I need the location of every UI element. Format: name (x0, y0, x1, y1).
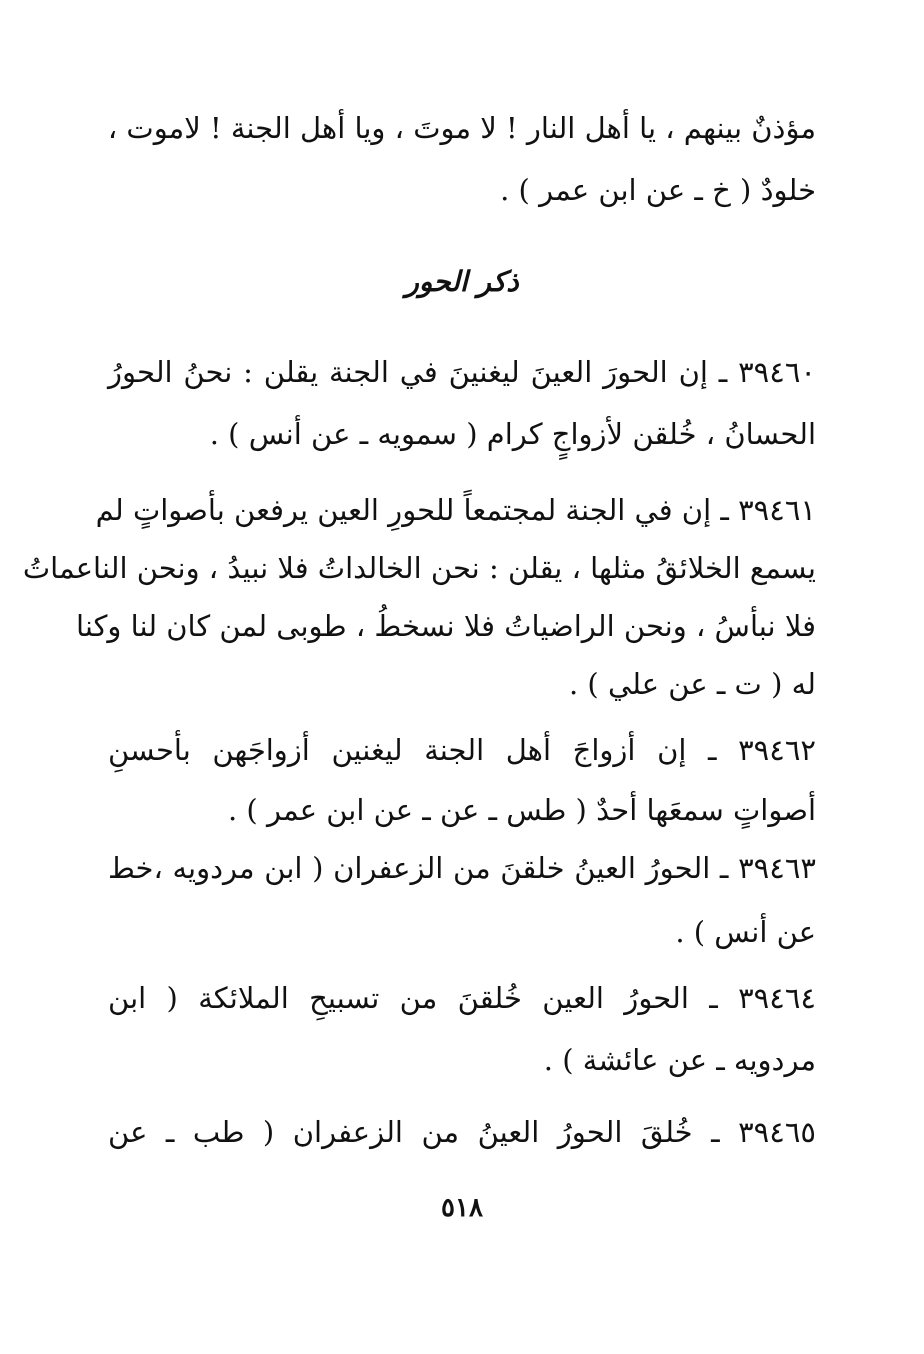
text-line-11: ٣٩٤٦٣ ـ الحورُ العينُ خلقنَ من الزعفران ( ابن مردويه ،خط (108, 851, 816, 885)
text-line-15: ٣٩٤٦٥ ـ خُلقَ الحورُ العينُ من الزعفران ( طب ـ عن (108, 1115, 816, 1149)
text-line-4: الحسانُ ، خُلقن لأزواجٍ كرام ( سمويه ـ عن أنس ) . (209, 417, 816, 451)
text-line-8: له ( ت ـ عن علي ) . (568, 667, 816, 701)
text-line-2: خلودٌ ( خ ـ عن ابن عمر ) . (500, 173, 816, 207)
text-line-1: مؤذنٌ بينهم ، يا أهل النار ! لا موتَ ، ويا أهل الجنة ! لاموت ، (107, 111, 816, 145)
text-line-13: ٣٩٤٦٤ ـ الحورُ العين خُلقنَ من تسبيحِ الملائكة ( ابن (108, 981, 816, 1015)
section-heading: ذكر الحور (405, 265, 519, 298)
page-number: ٥١٨ (441, 1193, 483, 1223)
text-line-3: ٣٩٤٦٠ ـ إن الحورَ العينَ ليغنينَ في الجنة يقلن : نحنُ الحورُ (108, 355, 816, 389)
text-line-5: ٣٩٤٦١ ـ إن في الجنة لمجتمعاً للحورِ العين يرفعن بأصواتٍ لم (95, 493, 816, 527)
text-line-10: أصواتٍ سمعَها أحدٌ ( طس ـ عن ـ عن ابن عمر ) . (227, 793, 816, 827)
text-line-7: فلا نبأسُ ، ونحن الراضياتُ فلا نسخطُ ، طوبى لمن كان لنا وكنا (76, 609, 816, 643)
text-line-12: عن أنس ) . (675, 915, 816, 949)
text-line-9: ٣٩٤٦٢ ـ إن أزواجَ أهل الجنة ليغنين أزواجَهن بأحسنِ (108, 733, 816, 767)
text-line-14: مردويه ـ عن عائشة ) . (543, 1043, 816, 1077)
text-line-6: يسمع الخلائقُ مثلها ، يقلن : نحن الخالداتُ فلا نبيدُ ، ونحن الناعماتُ (22, 551, 816, 585)
